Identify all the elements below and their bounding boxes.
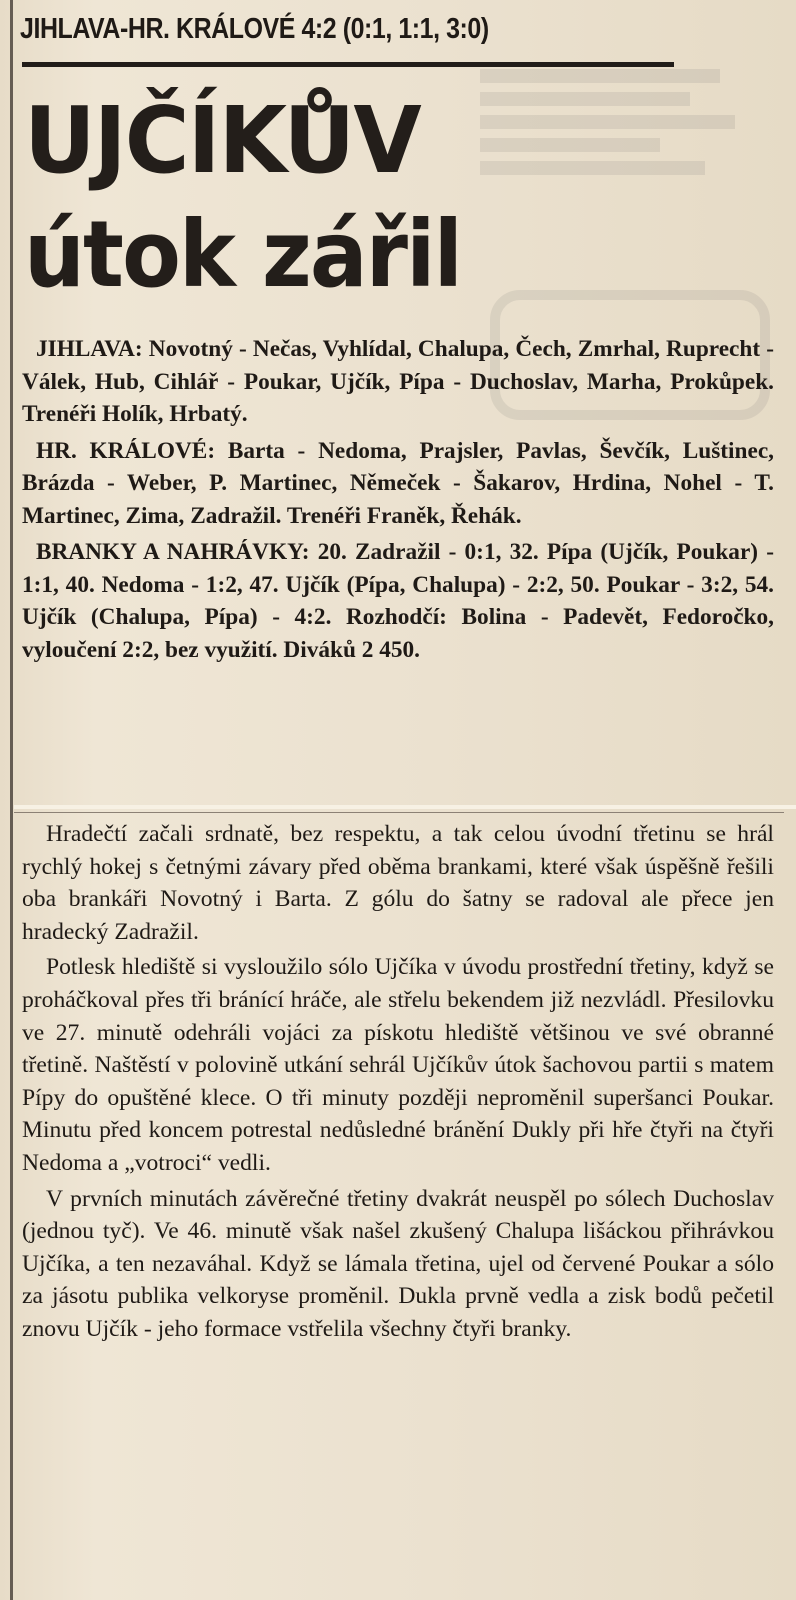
section-divider — [14, 805, 796, 809]
section-divider-line — [14, 812, 784, 813]
article-paragraph-1: Hradečtí začali srdnatě, bez respektu, a tak celou úvodní třetinu se hrál rychlý hokej s četnými závary před oběma brankami, které však úspěšně řešili oba brankáři Novotný i Barta. Z gólu do šatny se radoval ale přece jen hradecký Zadražil. — [22, 821, 774, 945]
headline-line-2: útok zářil — [24, 201, 462, 308]
lineup-kralove-text: Barta - Nedoma, Prajsler, Pavlas, Ševčík, Luštinec, Brázda - Weber, P. Martinec, Němeček - Šakarov, Hrdina, Nohel - T. Martinec, Zima, Zadražil. Trenéři Franěk, Řehák. — [22, 437, 774, 529]
headline — [24, 84, 484, 312]
goals-and-assists — [22, 536, 774, 666]
kicker-underline — [22, 62, 674, 67]
column-rule — [10, 0, 13, 1600]
match-score-kicker: JIHLAVA-HR. KRÁLOVÉ 4:2 (0:1, 1:1, 3:0) — [20, 13, 489, 45]
goals-label: BRANKY A NAHRÁVKY: — [36, 539, 310, 565]
lineup-kralove — [22, 435, 774, 533]
team-label-kralove: HR. KRÁLOVÉ: — [36, 437, 216, 464]
lineup-block — [22, 333, 774, 670]
article-paragraph-2: Potlesk hlediště si vysloužilo sólo Ujčíka v úvodu prostřední třetiny, když se proháčkoval přes tři bránící hráče, ale střelu bekendem již nezvládl. Přesilovku ve 27. minutě odehráli vojáci za pískotu hlediště většinou ve své obranné třetině. Naštěstí v polovině utkání sehrál Ujčíkův útok šachovou partii s matem Pípy do opuštěné klece. O tři minuty později neproměnil superšanci Poukar. Minutu před koncem potrestal nedůsledné bránění Dukly při hře čtyři na čtyři Nedoma a „votroci“ vedli. — [22, 954, 774, 1176]
lineup-jihlava-text: Novotný - Nečas, Vyhlídal, Chalupa, Čech, Zmrhal, Ruprecht - Válek, Hub, Cihlář - Poukar, Ujčík, Pípa - Duchoslav, Marha, Prokůpek. Trenéři Holík, Hrbatý. — [22, 336, 774, 427]
article-paragraph-3: V prvních minutách závěrečné třetiny dvakrát neuspěl po sólech Duchoslav (jednou tyč). Ve 46. minutě však našel zkušený Chalupa lišáckou přihrávkou Ujčíka, a ten nezaváhal. Když se lámala třetina, ujel od červené Poukar a sólo za jásotu publika velkoryse proměnil. Dukla prvně vedla a zisk bodů pečetil znovu Ujčík - jeho formace vstřelila všechny čtyři branky. — [22, 1185, 774, 1342]
headline-line-1: UJČÍKŮV — [24, 87, 420, 194]
team-label-jihlava: JIHLAVA: — [36, 336, 143, 362]
goals-text: 20. Zadražil - 0:1, 32. Pípa (Ujčík, Poukar) - 1:1, 40. Nedoma - 1:2, 47. Ujčík (Pípa, Chalupa) - 2:2, 50. Poukar - 3:2, 54. Ujčík (Chalupa, Pípa) - 4:2. Rozhodčí: Bolina - Padevět, Fedoročko, vyloučení 2:2, bez využití. Diváků 2 450. — [22, 539, 774, 663]
lineup-jihlava — [22, 333, 774, 431]
article-body — [22, 818, 774, 1349]
